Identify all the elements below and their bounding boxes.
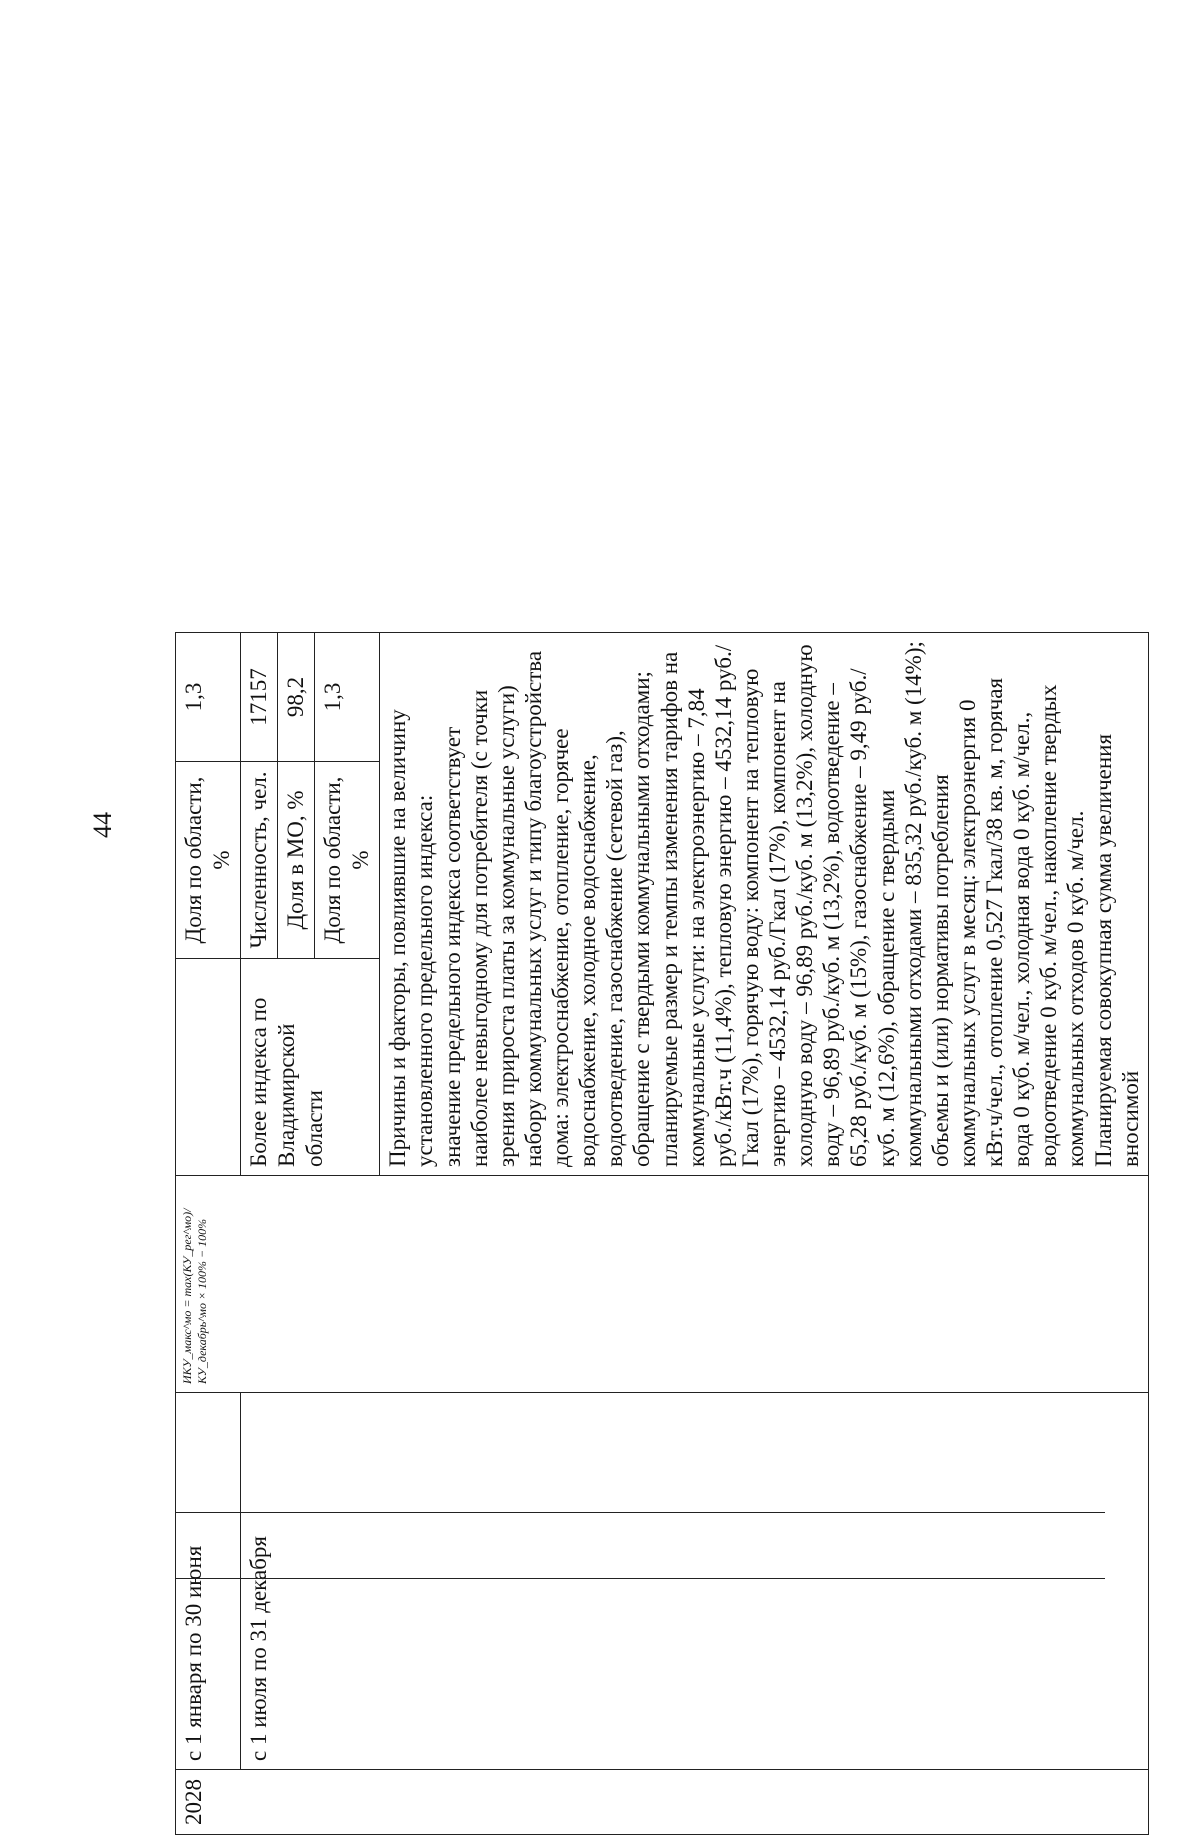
table-row [176, 633, 241, 1835]
table-bottom-line [175, 1578, 1105, 1579]
reasons-paragraph: планируемые размер и темпы изменения тарифов на коммунальные услуги: на электроэнергию – 7,84 руб./кВт.ч (11,4%), тепловую энергию – 4532,14 руб./Гкал (17%), горячую воду: компонент на тепловую энергию – 4532,14 руб./Гкал (17%), компонент на холодную воду – 96,89 руб./куб. м (13,2%), холодную воду – 96,89 руб./куб. м (13,2%), водоотведение – 65,28 руб./куб. м (15%), газоснабжение – 9,49 руб./куб. м (12,6%), обращение с твердыми коммунальными отходами – 835,32 руб./куб. м (14%); [656, 641, 926, 1167]
table-wrapper [175, 85, 1143, 1835]
rotated-table-frame [175, 85, 1143, 1835]
formula-cell: ИКУ_макс^мо = max(КУ_рег^мо)/КУ_декабрь^мо × 100% − 100% [176, 1176, 1149, 1393]
tariff-index-table [175, 632, 1149, 1835]
reasons-paragraph: Причины и факторы, повлиявшие на величину установленного предельного индекса: [385, 709, 438, 1167]
reasons-paragraph: Планируемая совокупная сумма увеличения вносимой [1090, 733, 1143, 1167]
empty-label-cell [176, 959, 241, 1176]
reasons-cell [380, 633, 1149, 1176]
share-region-value: 1,3 [315, 633, 380, 762]
share-mo-label: Доля в МО, % [278, 762, 315, 959]
population-label: Численность, чел. [241, 762, 278, 959]
period-second-half: с 1 июля по 31 декабря [241, 1393, 1149, 1770]
share-region-label: Доля по области, % [315, 762, 380, 959]
share-mo-value: 98,2 [278, 633, 315, 762]
table-bottom-line [175, 1512, 1105, 1513]
page-number: 44 [88, 812, 117, 838]
share-region-label-top: Доля по области, % [176, 762, 241, 959]
share-region-value-top: 1,3 [176, 633, 241, 762]
reasons-paragraph: объемы и (или) нормативы потребления коммунальных услуг в месяц: электроэнергия 0 кВт.ч/чел., отопление 0,527 Гкал/38 кв. м, горячая вода 0 куб. м/чел., холодная вода 0 куб. м/чел., водоотведение 0 куб. м/чел., накопление твердых коммунальных отходов 0 куб. м/чел. [927, 677, 1089, 1167]
year-cell: 2028 [176, 1770, 1149, 1835]
period-first-half: с 1 января по 30 июня [176, 1393, 241, 1770]
above-index-label: Более индекса по Владимирской области [241, 959, 380, 1176]
reasons-paragraph: значение предельного индекса соответствует наиболее невыгодному для потребителя (с точки зрения прироста платы за коммунальные услуги) набору коммунальных услуг и типу благоустройства дома: электроснабжение, отопление, горячее водоснабжение, холодное водоснабжение, водоотведение, газоснабжение (сетевой газ), обращение с твердыми коммунальными отходами; [439, 650, 655, 1167]
population-value: 17157 [241, 633, 278, 762]
